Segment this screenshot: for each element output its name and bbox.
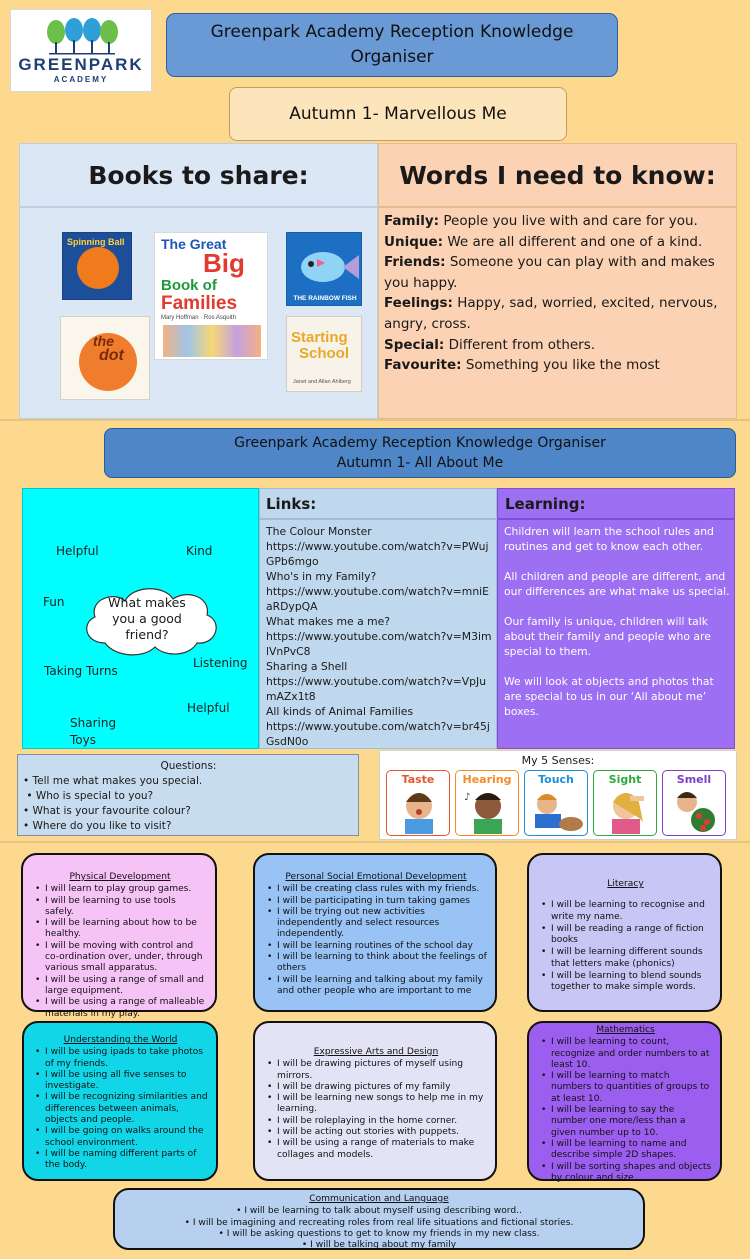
word-entry xyxy=(384,335,730,356)
question-item: • Where do you like to visit? xyxy=(23,820,172,832)
physical-development-box xyxy=(21,853,217,1019)
books-panel xyxy=(19,207,378,419)
area-item: • I will be learning routines of the school day xyxy=(265,941,487,952)
word-entry xyxy=(384,355,730,376)
area-item: • I will be trying out new activities independently and select resources independently. xyxy=(265,907,487,941)
video-link[interactable]: https://www.youtube.com/watch?v=br45jGsdN0o xyxy=(266,720,490,748)
senses-heading: My 5 Senses: xyxy=(521,754,595,767)
area-item: • I will be learning to say the number one more/less than a given number up to 10. xyxy=(539,1105,712,1139)
sense-label: Sight xyxy=(608,773,642,786)
word-term: Friends: xyxy=(384,254,446,271)
literacy-box xyxy=(527,853,722,1012)
sense-card-smell xyxy=(662,770,726,836)
video-link[interactable]: https://www.youtube.com/watch?v=VpJumAZx1t8 xyxy=(266,675,487,703)
area-item: • I will be learning about how to be healthy. xyxy=(33,918,207,941)
area-item: • I will be imagining and recreating roles from real life situations and fictional stories. xyxy=(125,1218,633,1229)
area-item: • I will be using ipads to take photos of my friends. xyxy=(33,1047,208,1070)
term-subtitle: Autumn 1- Marvellous Me xyxy=(229,87,567,141)
learning-paragraph: All children and people are different, and our differences are what make us special. xyxy=(504,570,730,598)
area-item: • I will be learning to use tools safely. xyxy=(33,896,207,919)
links-heading: Links: xyxy=(259,488,497,519)
book-title-line3: Book of xyxy=(161,277,217,294)
book-cover-the-dot xyxy=(60,316,150,400)
book-title-line1: The Great xyxy=(161,236,227,252)
word-term: Special: xyxy=(384,336,445,353)
word-term: Unique: xyxy=(384,233,444,250)
area-item: • I will learn to play group games. xyxy=(33,884,207,895)
area-item: • I will be using all five senses to investigate. xyxy=(33,1070,208,1093)
word-entry xyxy=(384,211,730,232)
area-item: • I will be learning to match numbers to quantities of groups to at least 10. xyxy=(539,1071,712,1105)
book-title-line4: Families xyxy=(161,293,238,314)
video-link[interactable]: https://www.youtube.com/watch?v=mniEaRDypQA xyxy=(266,585,489,613)
section-divider xyxy=(0,841,750,843)
area-item: • I will be learning to name and describe simple 2D shapes. xyxy=(539,1139,712,1162)
book-cover-rainbow-fish xyxy=(286,232,362,306)
child-looking-icon xyxy=(594,786,658,834)
area-item: • I will be participating in turn taking games xyxy=(265,896,487,907)
video-link[interactable]: https://www.youtube.com/watch?v=M3imlVnPvC8 xyxy=(266,630,492,658)
link-label: Sharing a Shell xyxy=(266,660,348,673)
understanding-world-box xyxy=(22,1021,218,1181)
area-heading: Literacy xyxy=(607,879,644,889)
book-title-line2: School xyxy=(299,345,350,362)
sense-card-taste xyxy=(386,770,450,836)
area-item: • I will be drawing pictures of myself using mirrors. xyxy=(265,1059,487,1082)
learning-text xyxy=(497,519,735,749)
word-definition: People you live with and care for you. xyxy=(443,213,698,229)
word-definition: Someone you can play with and makes you happy. xyxy=(384,254,715,291)
books-heading: Books to share: xyxy=(19,143,378,207)
cloud-word: Sharing xyxy=(70,716,117,730)
area-item: • I will be moving with control and co-ordination over, under, through various small apparatus. xyxy=(33,941,207,975)
area-item: • I will be learning different sounds that letters make (phonics) xyxy=(539,947,712,970)
area-item: • I will be roleplaying in the home corner. xyxy=(265,1116,487,1127)
area-heading: Understanding the World xyxy=(63,1035,178,1045)
sense-label: Smell xyxy=(676,773,712,786)
area-item: • I will be naming different parts of the body. xyxy=(33,1149,208,1172)
area-heading: Personal Social Emotional Development xyxy=(285,872,467,882)
words-heading: Words I need to know: xyxy=(378,143,737,207)
logo-text-line1: GREENPARK xyxy=(18,55,144,74)
friendship-panel xyxy=(22,488,259,749)
area-item: • I will be learning to talk about myself using describing word.. xyxy=(125,1206,633,1217)
communication-language-box xyxy=(113,1188,645,1250)
section-divider xyxy=(0,419,750,421)
word-term: Family: xyxy=(384,213,440,229)
book-title-line1: the xyxy=(93,333,114,349)
area-item: • I will be acting out stories with puppets. xyxy=(265,1127,487,1138)
section-title: Greenpark Academy Reception Knowledge Organiser Autumn 1- All About Me xyxy=(104,428,736,478)
logo-text-line2: ACADEMY xyxy=(53,75,109,84)
area-item: • I will be talking about my family xyxy=(125,1240,633,1251)
book-cover-starting-school xyxy=(286,316,362,392)
area-item: • I will be learning to count, recognize and order numbers to at least 10. xyxy=(539,1037,712,1071)
word-definition: We are all different and one of a kind. xyxy=(447,233,703,250)
expressive-arts-box xyxy=(253,1021,497,1181)
cloud-word: Kind xyxy=(186,544,213,558)
book-authors: Janet and Allan Ahlberg xyxy=(293,379,351,385)
link-label: What makes me a me? xyxy=(266,615,391,628)
area-item: • I will be using a range of small and large equipment. xyxy=(33,975,207,998)
child-touching-icon xyxy=(525,786,589,834)
question-text: Tell me what makes you special. xyxy=(32,775,203,787)
book-caption: THE RAINBOW FISH xyxy=(293,295,357,302)
cloud-question: What makes you a good friend? xyxy=(108,595,186,642)
area-item: • I will be sorting shapes and objects by colour and size xyxy=(539,1162,712,1185)
question-item: • Who is special to you? xyxy=(23,790,154,802)
link-label: All kinds of Animal Families xyxy=(266,705,414,718)
sense-card-sight xyxy=(593,770,657,836)
word-definition: Happy, sad, worried, excited, nervous, angry, cross. xyxy=(384,295,718,332)
area-item: • I will be creating class rules with my friends. xyxy=(265,884,487,895)
child-smelling-icon xyxy=(663,786,727,834)
question-text: Who is special to you? xyxy=(35,790,154,802)
area-heading: Physical Development xyxy=(69,872,171,882)
book-title-line2: Big xyxy=(203,248,245,278)
area-item: • I will be asking questions to get to know my friends in my new class. xyxy=(125,1229,633,1240)
question-text: What is your favourite colour? xyxy=(32,805,191,817)
area-heading: Communication and Language xyxy=(309,1194,449,1204)
area-item: • I will be using a range of materials to make collages and models. xyxy=(265,1138,487,1161)
book-title-line2: dot xyxy=(99,347,124,364)
area-item: • I will be learning to blend sounds together to make simple words. xyxy=(539,971,712,994)
psed-box xyxy=(253,853,497,1012)
question-item: • Tell me what makes you special. xyxy=(23,775,203,787)
word-term: Feelings: xyxy=(384,295,453,312)
question-text: Where do you like to visit? xyxy=(32,820,172,832)
sense-card-touch xyxy=(524,770,588,836)
learning-paragraph: Children will learn the school rules and routines and get to know each other. xyxy=(504,525,714,553)
words-panel xyxy=(378,207,737,419)
area-item: • I will be learning new songs to help me in my learning. xyxy=(265,1093,487,1116)
child-eating-icon xyxy=(387,786,451,834)
area-heading: Mathematics xyxy=(596,1025,655,1035)
word-definition: Different from others. xyxy=(448,336,596,353)
area-item: • I will be reading a range of fiction books xyxy=(539,924,712,947)
area-item: • I will be learning to recognise and write my name. xyxy=(539,900,712,923)
area-item: • I will be recognizing similarities and differences between animals, objects and people. xyxy=(33,1092,208,1126)
page-title: Greenpark Academy Reception Knowledge Organiser xyxy=(166,13,618,77)
questions-box xyxy=(17,754,359,836)
sense-label: Hearing xyxy=(462,773,512,786)
links-list xyxy=(259,519,497,749)
book-title-line1: Starting xyxy=(291,329,348,346)
area-item: • I will be going on walks around the school environment. xyxy=(33,1126,208,1149)
sense-label: Taste xyxy=(401,773,435,786)
sense-card-hearing xyxy=(455,770,519,836)
link-label: The Colour Monster xyxy=(266,525,372,538)
learning-paragraph: We will look at objects and photos that are special to us in our ‘All about me’ boxes. xyxy=(504,675,714,718)
area-item: • I will be drawing pictures of my family xyxy=(265,1082,487,1093)
svg-text:♪: ♪ xyxy=(464,792,471,803)
mathematics-box xyxy=(527,1021,722,1181)
child-listening-icon xyxy=(456,786,520,834)
word-entry xyxy=(384,293,730,334)
school-logo xyxy=(10,9,152,92)
video-link[interactable]: https://www.youtube.com/watch?v=PWujGPb6mgo xyxy=(266,540,489,568)
area-item: • I will be learning to think about the feelings of others xyxy=(265,952,487,975)
learning-paragraph: Our family is unique, children will talk about their family and people who are special to them. xyxy=(504,615,711,658)
cloud-word: Toys xyxy=(70,733,96,747)
questions-heading: Questions: xyxy=(160,760,217,772)
word-term: Favourite: xyxy=(384,357,462,374)
area-heading: Expressive Arts and Design xyxy=(313,1047,439,1057)
tree-logo-icon xyxy=(45,18,119,54)
cloud-word: Helpful xyxy=(56,544,99,558)
question-item: • What is your favourite colour? xyxy=(23,805,191,817)
area-item: • I will be learning and talking about my family and other people who are important to me xyxy=(265,975,487,998)
cloud-word: Helpful xyxy=(187,701,230,715)
rainbow-fish-icon xyxy=(287,237,363,297)
five-senses-panel xyxy=(379,750,737,840)
book-cover-spinning-ball: Spinning Ball xyxy=(62,232,132,300)
sense-label: Touch xyxy=(538,773,574,786)
word-entry xyxy=(384,232,730,253)
link-label: Who's in my Family? xyxy=(266,570,377,583)
book-cover-families xyxy=(154,232,268,360)
learning-heading: Learning: xyxy=(497,488,735,519)
word-entry xyxy=(384,252,730,293)
cloud-word: Taking Turns xyxy=(44,664,118,678)
cloud-word: Listening xyxy=(193,656,248,670)
area-item: • I will be using a range of malleable materials in my play. xyxy=(33,997,207,1020)
word-definition: Something you like the most xyxy=(465,357,660,374)
book-authors: Mary Hoffman · Ros Asquith xyxy=(161,315,236,321)
cloud-word: Fun xyxy=(43,595,65,609)
